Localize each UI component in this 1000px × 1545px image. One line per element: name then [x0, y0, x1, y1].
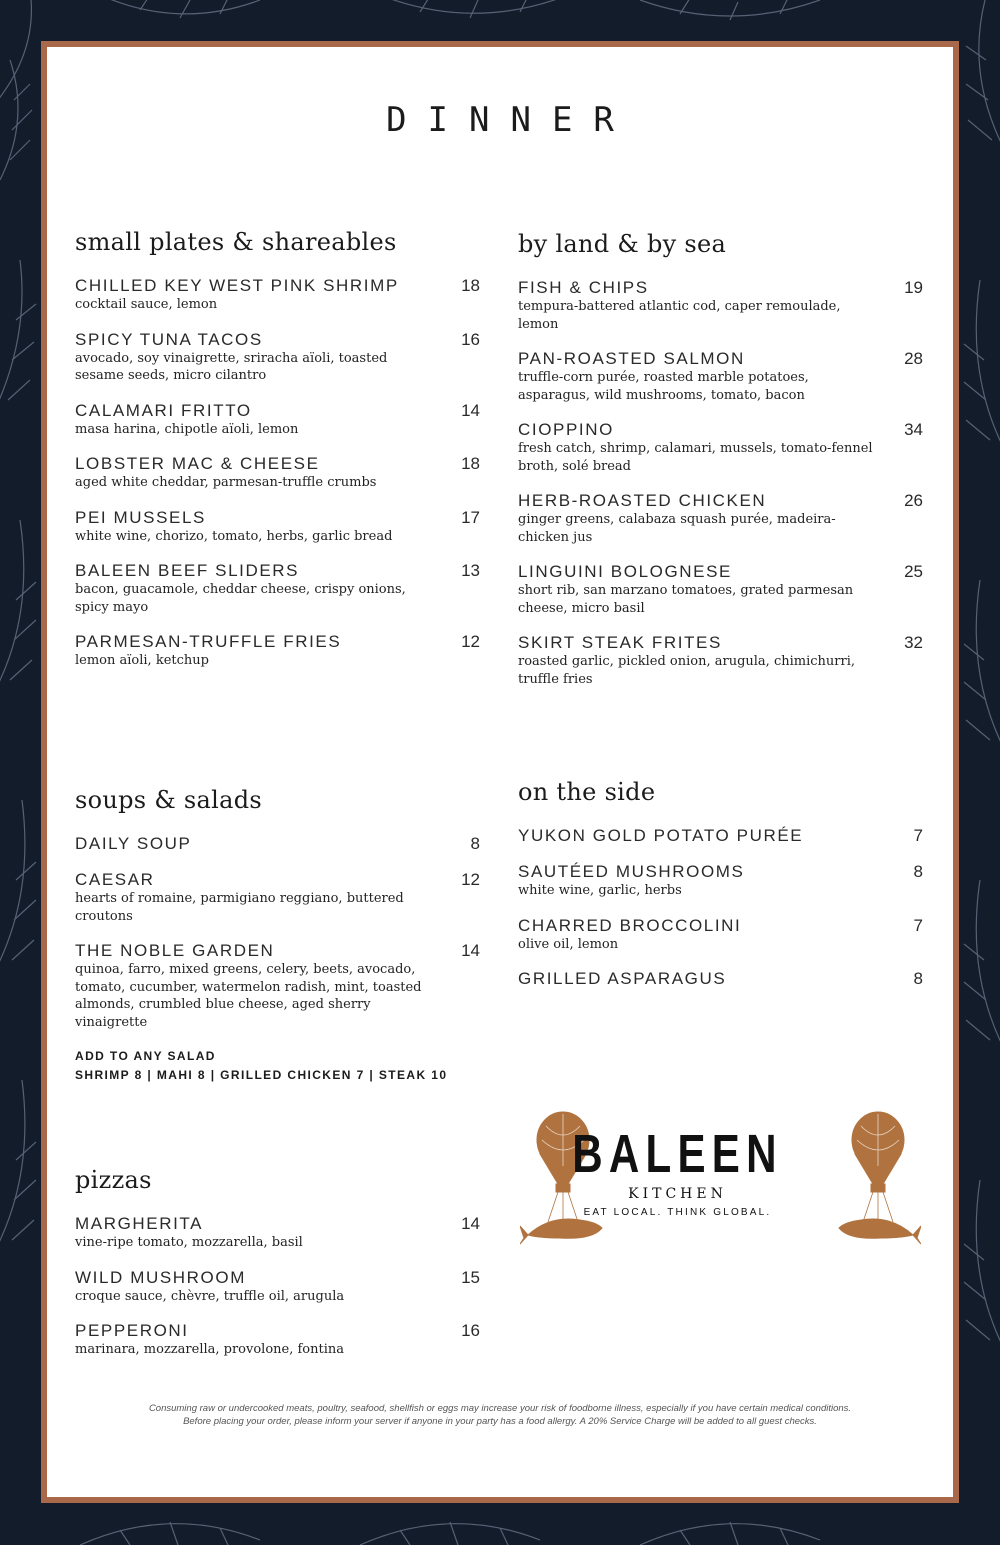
brand-wordmark — [475, 1126, 880, 1218]
item-description: white wine, chorizo, tomato, herbs, garlic bread — [75, 528, 393, 544]
menu-item — [518, 826, 923, 846]
item-description: bacon, guacamole, cheddar cheese, crispy onions, spicy mayo — [75, 582, 406, 615]
menu-item — [75, 508, 480, 546]
item-description: vine-ripe tomato, mozzarella, basil — [75, 1235, 303, 1250]
item-name: SAUTÉED MUSHROOMS — [518, 862, 745, 881]
item-price: 32 — [904, 633, 923, 652]
menu-item — [75, 870, 480, 925]
item-name: SKIRT STEAK FRITES — [518, 633, 722, 652]
item-description: lemon aïoli, ketchup — [75, 653, 209, 668]
menu-item — [75, 632, 480, 670]
item-description: marinara, mozzarella, provolone, fontina — [75, 1342, 345, 1357]
disclaimer-line: Before placing your order, please inform your server if anyone in your party has a food allergy. A 20% Service Charge will be added to all guest checks. — [183, 1416, 817, 1427]
item-description: truffle-corn purée, roasted marble potatoes, asparagus, wild mushrooms, tomato, bacon — [518, 370, 809, 403]
item-name: GRILLED ASPARAGUS — [518, 969, 727, 988]
item-price: 8 — [470, 834, 480, 853]
menu-item — [75, 834, 480, 854]
item-price: 13 — [461, 561, 480, 580]
menu-item — [518, 278, 923, 333]
item-name: BALEEN BEEF SLIDERS — [75, 561, 300, 580]
section-on-the-side — [518, 778, 923, 1005]
item-price: 8 — [913, 969, 923, 988]
menu-item — [518, 420, 923, 475]
item-price: 16 — [461, 1321, 480, 1340]
section-soups-salads — [75, 786, 480, 1085]
menu-item — [518, 969, 923, 989]
section-small-plates — [75, 228, 480, 686]
item-price: 25 — [904, 562, 923, 581]
menu-item — [518, 633, 923, 688]
menu-item — [518, 491, 923, 546]
item-name: THE NOBLE GARDEN — [75, 941, 275, 960]
item-description: hearts of romaine, parmigiano reggiano, buttered croutons — [75, 891, 404, 924]
item-price: 12 — [461, 632, 480, 651]
brand-tagline: EAT LOCAL. THINK GLOBAL. — [583, 1207, 772, 1218]
disclaimer-line: Consuming raw or undercooked meats, poultry, seafood, shellfish or eggs may increase your risk of foodborne illness, especially if you have certain medical conditions. — [148, 1403, 852, 1414]
item-price: 19 — [904, 278, 923, 297]
item-description: roasted garlic, pickled onion, arugula, chimichurri, truffle fries — [518, 654, 855, 687]
item-name: MARGHERITA — [75, 1214, 204, 1233]
item-price: 18 — [461, 454, 480, 473]
item-name: CHILLED KEY WEST PINK SHRIMP — [75, 276, 399, 295]
menu-item — [75, 1268, 480, 1306]
item-name: PEI MUSSELS — [75, 507, 206, 527]
item-name: PAN-ROASTED SALMON — [518, 349, 745, 368]
section-heading: small plates & shareables — [75, 228, 397, 256]
brand-subtitle: KITCHEN — [628, 1186, 727, 1202]
item-price: 17 — [461, 507, 480, 527]
item-description: ginger greens, calabaza squash purée, madeira-chicken jus — [518, 512, 836, 545]
menu-item — [75, 1214, 480, 1252]
add-on-title: ADD TO ANY SALAD — [75, 1049, 216, 1063]
item-description: tempura-battered atlantic cod, caper remoulade, lemon — [518, 299, 841, 332]
item-name: LINGUINI BOLOGNESE — [518, 562, 732, 581]
hot-air-balloon-whale-icon — [835, 1110, 921, 1245]
item-description: aged white cheddar, parmesan-truffle crumbs — [75, 475, 377, 490]
section-land-sea — [518, 230, 923, 704]
menu-item — [75, 941, 480, 1031]
section-heading: on the side — [518, 778, 656, 806]
item-description: white wine, garlic, herbs — [518, 883, 682, 898]
item-description: avocado, soy vinaigrette, sriracha aïoli, toasted sesame seeds, micro cilantro — [75, 350, 388, 383]
add-on-options: SHRIMP 8 | MAHI 8 | GRILLED CHICKEN 7 | STEAK 10 — [75, 1068, 448, 1082]
menu-item — [518, 349, 923, 404]
item-price: 16 — [461, 329, 480, 349]
section-pizzas — [75, 1166, 480, 1375]
item-description: olive oil, lemon — [518, 936, 619, 952]
item-description: fresh catch, shrimp, calamari, mussels, tomato-fennel broth, solé bread — [518, 441, 873, 474]
item-price: 26 — [904, 491, 923, 510]
item-name: WILD MUSHROOM — [75, 1267, 246, 1287]
item-price: 8 — [913, 862, 923, 881]
item-name: DAILY SOUP — [75, 834, 192, 853]
menu-item — [75, 454, 480, 492]
item-name: LOBSTER MAC & CHEESE — [75, 454, 320, 473]
menu-item — [518, 916, 923, 954]
item-price: 34 — [904, 420, 923, 439]
menu-item — [75, 330, 480, 385]
menu-item — [75, 1321, 480, 1359]
item-name: CIOPPINO — [518, 420, 614, 439]
item-name: PARMESAN-TRUFFLE FRIES — [75, 632, 342, 651]
item-price: 18 — [461, 276, 480, 295]
menu-item — [518, 562, 923, 617]
item-price: 14 — [461, 941, 480, 960]
item-price: 7 — [913, 826, 923, 845]
item-description: short rib, san marzano tomatoes, grated parmesan cheese, micro basil — [518, 583, 854, 616]
menu-item — [75, 276, 480, 314]
item-name: CHARRED BROCCOLINI — [518, 915, 742, 935]
item-price: 14 — [461, 1214, 480, 1233]
salad-add-on — [75, 1047, 480, 1085]
item-price: 15 — [461, 1267, 480, 1287]
item-name: CALAMARI FRITTO — [75, 400, 252, 420]
item-name: PEPPERONI — [75, 1321, 189, 1340]
item-name: CAESAR — [75, 870, 155, 889]
item-name: FISH & CHIPS — [518, 278, 649, 297]
item-name: HERB-ROASTED CHICKEN — [518, 491, 767, 510]
section-heading: pizzas — [75, 1166, 152, 1194]
brand-name: BALEEN — [572, 1124, 783, 1184]
item-price: 28 — [904, 349, 923, 368]
item-name: SPICY TUNA TACOS — [75, 329, 263, 349]
brand-logo — [475, 1110, 880, 1250]
item-description: masa harina, chipotle aïoli, lemon — [75, 421, 299, 437]
item-price: 7 — [913, 915, 923, 935]
item-price: 12 — [461, 870, 480, 889]
menu-item — [518, 862, 923, 900]
item-description: cocktail sauce, lemon — [75, 297, 218, 312]
section-heading: soups & salads — [75, 786, 263, 814]
menu-item — [75, 561, 480, 616]
item-description: quinoa, farro, mixed greens, celery, beets, avocado, tomato, cucumber, watermelon radish, mint, toasted almonds, crumbled blue cheese, aged sherry vinaigrette — [75, 962, 422, 1030]
item-description: croque sauce, chèvre, truffle oil, arugula — [75, 1288, 345, 1304]
menu-item — [75, 401, 480, 439]
menu-title: DINNER — [386, 100, 635, 140]
legal-disclaimer — [60, 1402, 940, 1428]
item-price: 14 — [461, 400, 480, 420]
section-heading: by land & by sea — [518, 230, 727, 258]
item-name: YUKON GOLD POTATO PURÉE — [518, 826, 804, 845]
